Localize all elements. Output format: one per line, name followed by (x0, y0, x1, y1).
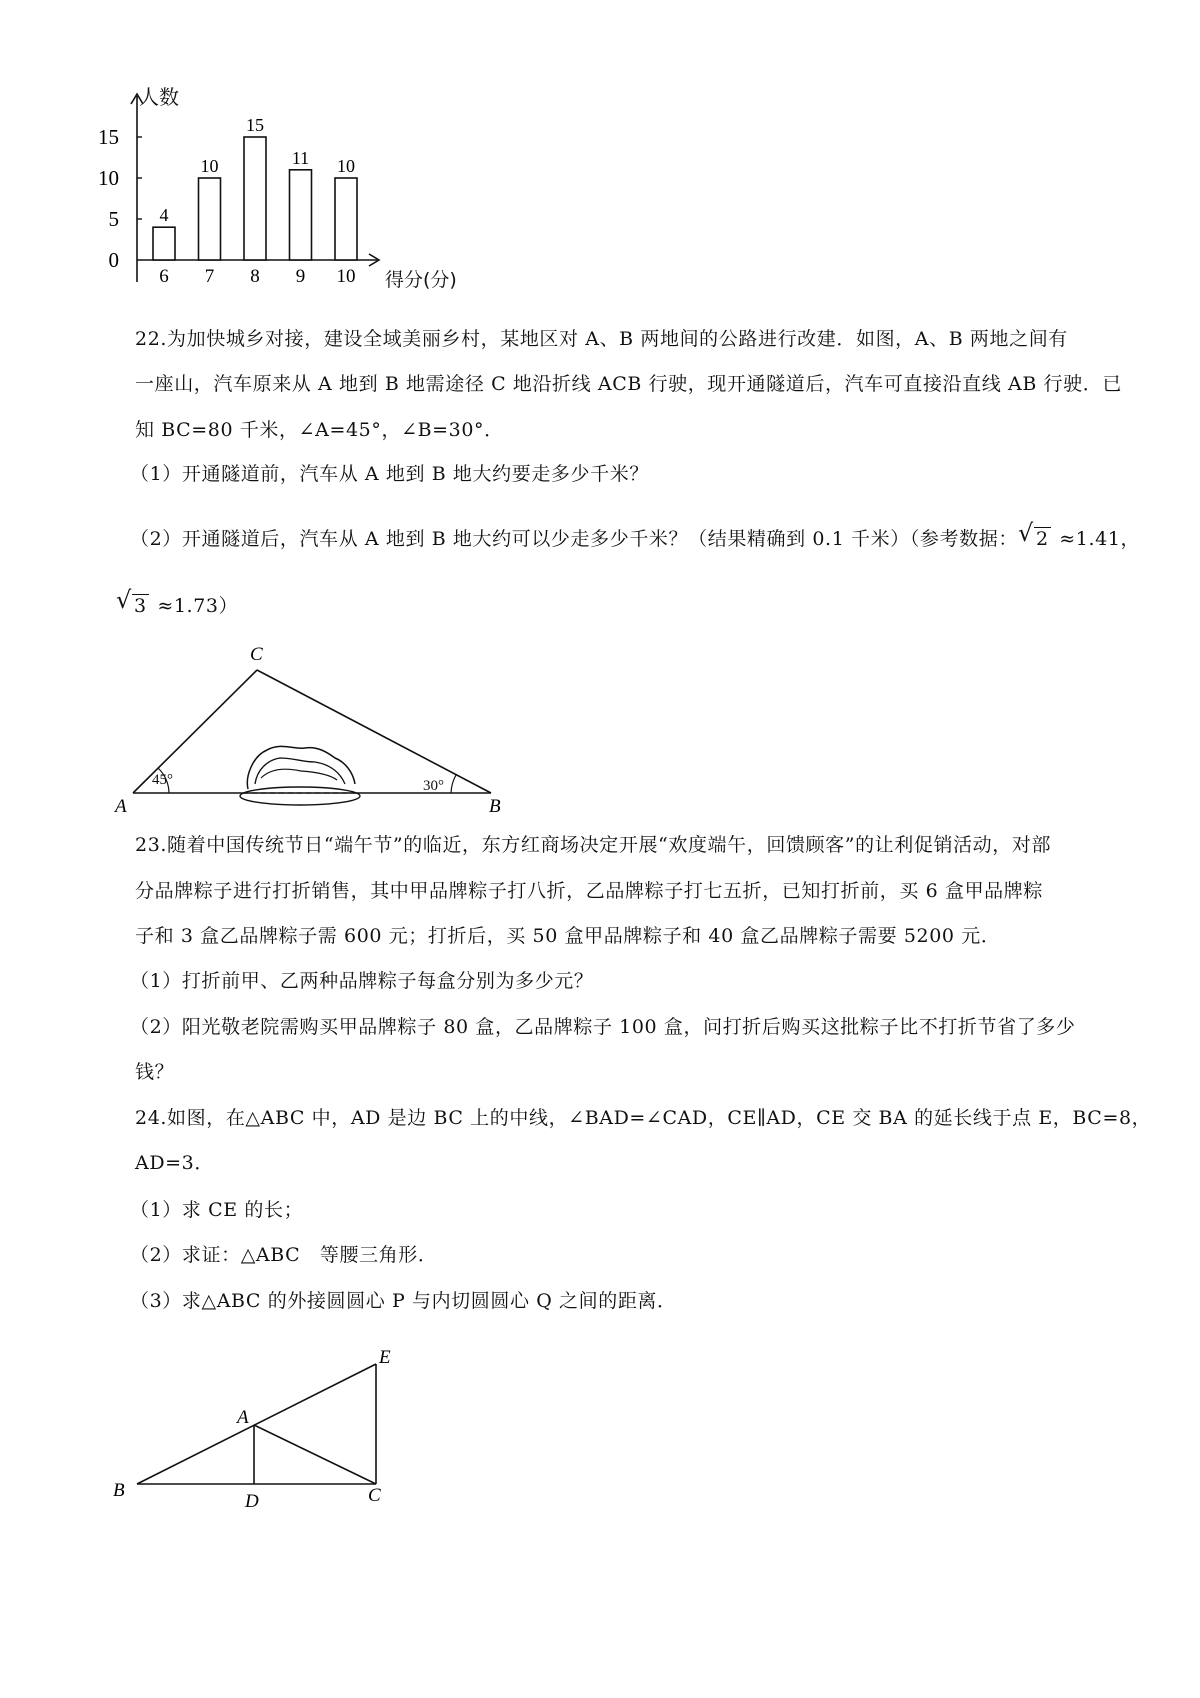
q23-line-1: 23.随着中国传统节日“端午节”的临近，东方红商场决定开展“欢度端午，回馈顾客”的让利促销活动，对部 (135, 834, 1052, 856)
radical-sign-icon: √ (1017, 519, 1034, 547)
label-e: E (379, 1347, 391, 1368)
label-a: A (237, 1407, 249, 1428)
q22-sub-2 (130, 519, 1141, 551)
side-bc (257, 670, 491, 793)
angle-a-label: 45° (152, 772, 173, 788)
q24-triangle-figure (105, 1335, 405, 1515)
score-bar-chart (95, 82, 475, 292)
q22-sub-2-text-a: （2）开通隧道后，汽车从 A 地到 B 地大约可以少走多少千米？（结果精确到 0.1 千米）（参考数据： (130, 528, 1018, 550)
q23-sub-2-line-1: （2）阳光敬老院需购买甲品牌粽子 80 盒，乙品牌粽子 100 盒，问打折后购买这批粽子比不打折节省了多少 (130, 1016, 1076, 1038)
q22-sub-2-cont (116, 586, 239, 618)
label-a: A (115, 796, 127, 813)
x-tick-label: 7 (204, 266, 215, 287)
q24-sub-3: （3）求△ABC 的外接圆圆心 P 与内切圆圆心 Q 之间的距离． (130, 1290, 677, 1312)
sqrt-3-radicand: 3 (134, 595, 147, 617)
x-tick-label: 6 (159, 266, 169, 287)
sqrt-2-expression (1017, 519, 1051, 551)
label-b: B (113, 1480, 125, 1501)
q22-sub-2-text-b: ≈1.41， (1052, 528, 1141, 550)
bar-8 (244, 137, 266, 260)
q24-line-2: AD=3． (135, 1152, 214, 1174)
q24-sub-2: （2）求证：△ABC 等腰三角形． (130, 1244, 438, 1266)
bar-value-label: 10 (200, 156, 219, 176)
y-tick-label: 5 (108, 207, 119, 231)
bar-value-label: 11 (291, 147, 310, 168)
bar-value-label: 4 (159, 205, 169, 226)
q23-line-3: 子和 3 盒乙品牌粽子需 600 元；打折后，买 50 盒甲品牌粽子和 40 盒乙品牌粽子需要 5200 元． (135, 925, 1001, 947)
x-tick-label: 8 (250, 266, 260, 287)
label-c: C (368, 1485, 381, 1506)
q24-line-1: 24.如图，在△ABC 中，AD 是边 BC 上的中线，∠BAD=∠CAD，CE∥AD，CE 交 BA 的延长线于点 E，BC=8， (135, 1107, 1152, 1129)
bar-value-label: 10 (337, 156, 355, 176)
segment-ac (254, 1425, 376, 1484)
q22-sub-2-text-c: ≈1.73） (150, 595, 239, 617)
sqrt-2-radicand: 2 (1035, 528, 1049, 550)
bar-6 (153, 227, 175, 260)
x-axis-label: 得分(分) (385, 269, 457, 291)
q22-line-2: 一座山，汽车原来从 A 地到 B 地需途径 C 地沿折线 ACB 行驶，现开通隧道后，汽车可直接沿直线 AB 行驶．已 (135, 373, 1122, 395)
y-tick-label: 15 (98, 125, 119, 149)
q23-line-2: 分品牌粽子进行打折销售，其中甲品牌粽子打八折，乙品牌粽子打七五折，已知打折前，买 6 盒甲品牌粽 (135, 880, 1043, 902)
y-tick-label: 0 (108, 248, 119, 272)
q22-sub-1: （1）开通隧道前，汽车从 A 地到 B 地大约要走多少千米？ (130, 463, 649, 485)
sqrt-3-expression (116, 586, 149, 618)
bar-9 (290, 170, 312, 260)
q22-triangle-figure (105, 638, 525, 813)
q24-sub-1: （1）求 CE 的长； (130, 1199, 304, 1221)
bar-7 (199, 178, 221, 260)
angle-b-label: 30° (423, 778, 444, 794)
angle-b-arc (451, 775, 456, 793)
y-tick-label: 10 (98, 166, 119, 190)
mountain-icon (240, 746, 360, 805)
q22-line-3: 知 BC=80 千米，∠A=45°，∠B=30°． (135, 419, 504, 441)
label-d: D (245, 1491, 259, 1512)
q22-line-1: 22.为加快城乡对接，建设全域美丽乡村，某地区对 A、B 两地间的公路进行改建．如图，A、B 两地之间有 (135, 328, 1068, 350)
bar-10 (335, 178, 357, 260)
q23-sub-2-line-2: 钱？ (135, 1061, 175, 1083)
label-b: B (489, 796, 501, 813)
bar-value-label: 15 (246, 115, 264, 135)
radical-sign-icon: √ (116, 586, 132, 614)
label-c: C (250, 644, 263, 665)
x-tick-label: 9 (295, 266, 306, 287)
q23-sub-1: （1）打折前甲、乙两种品牌粽子每盒分别为多少元？ (130, 970, 594, 992)
x-tick-label: 10 (336, 266, 356, 287)
y-axis-label: 人数 (139, 85, 179, 109)
